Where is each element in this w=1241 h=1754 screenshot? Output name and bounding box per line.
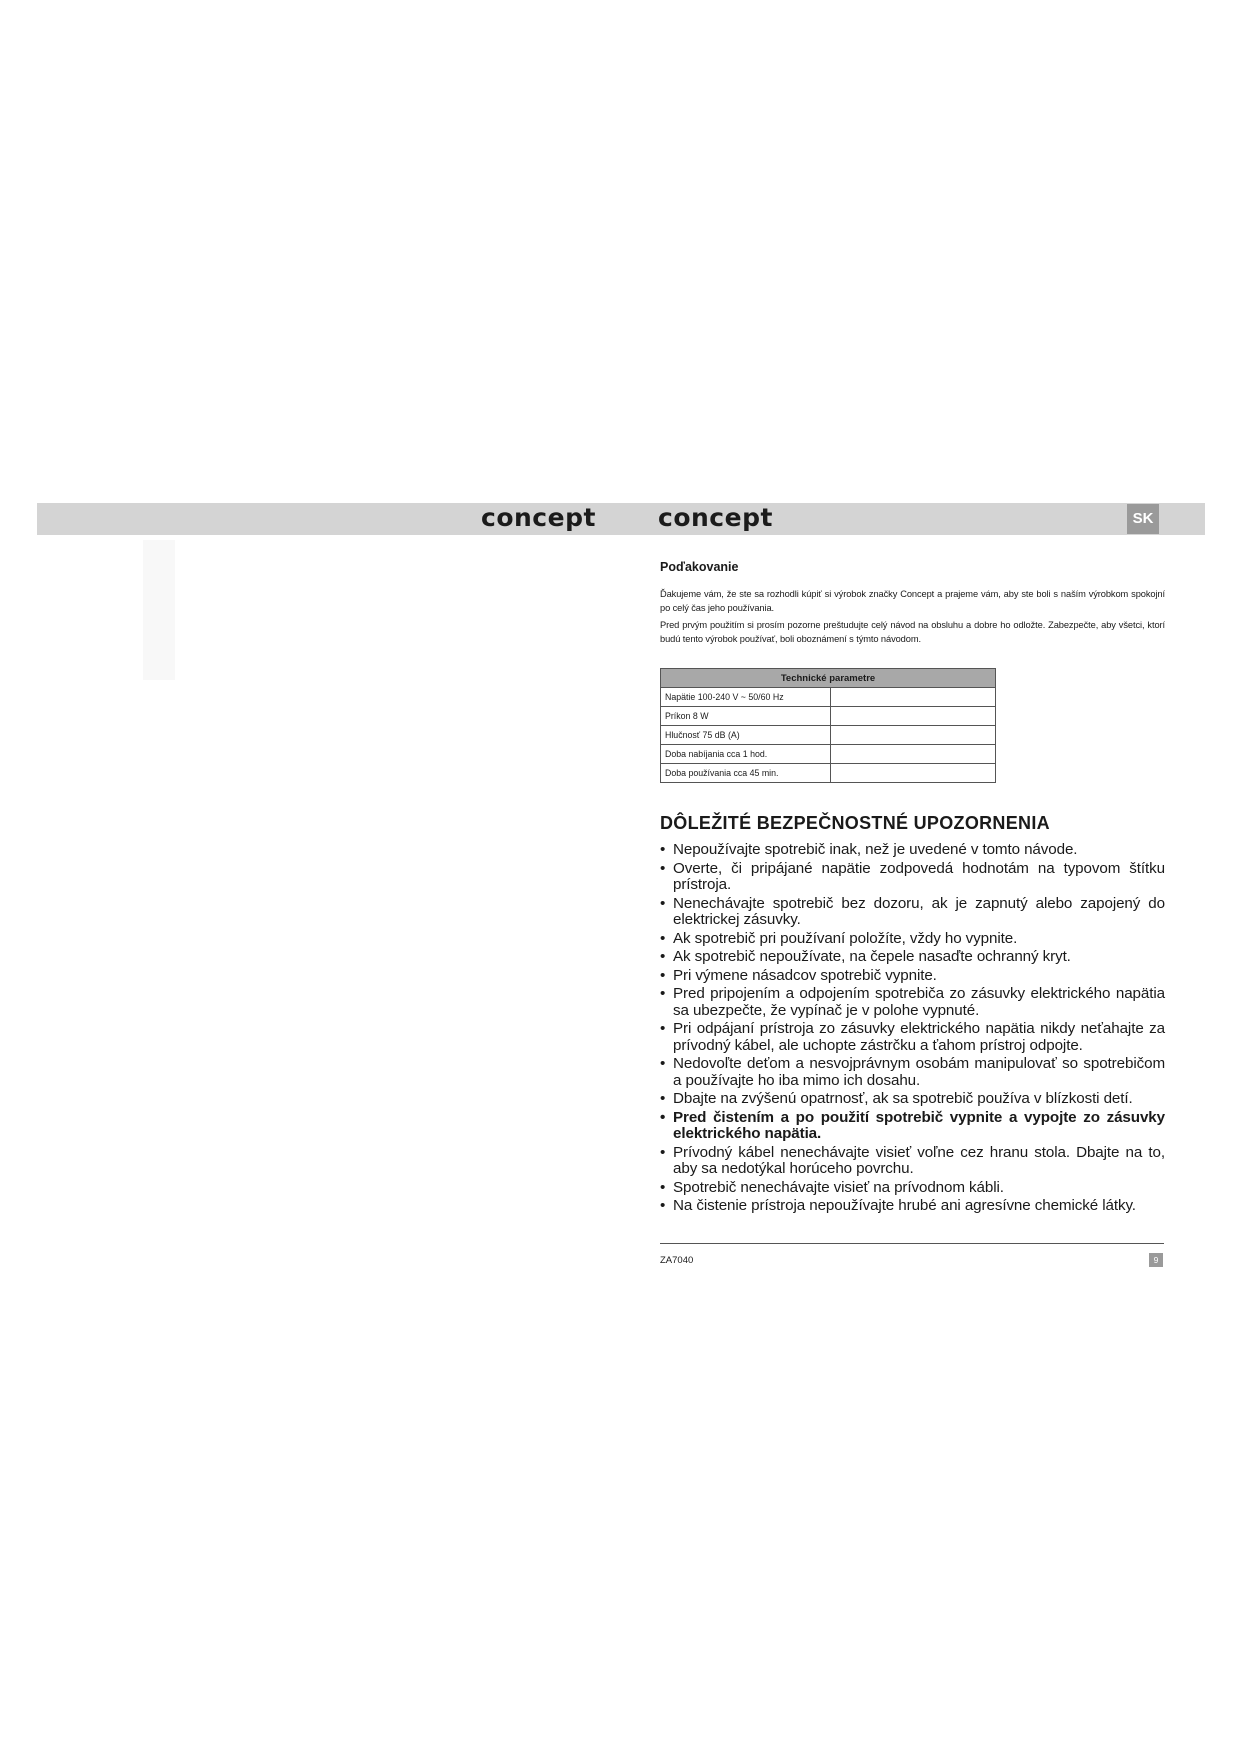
footer-divider	[660, 1243, 1164, 1244]
list-item	[660, 968, 1165, 985]
list-item-text: Pred pripojením a odpojením spotrebiča zo zásuvky elektrického napätia sa ubezpečte, že vypínač je v polohe vypnuté.	[673, 985, 1165, 1019]
bullet-icon: •	[660, 841, 666, 858]
list-item-text: Ak spotrebič pri používaní položíte, vždy ho vypnite.	[673, 929, 1018, 947]
bullet-icon: •	[660, 1108, 666, 1126]
bullet-icon: •	[660, 1090, 666, 1107]
table-cell: Napätie 100-240 V ~ 50/60 Hz	[661, 688, 831, 707]
bullet-icon: •	[660, 1178, 666, 1196]
bullet-icon: •	[660, 1055, 666, 1072]
intro-paragraph: Pred prvým použitím si prosím pozorne preštudujte celý návod na obsluhu a dobre ho odložte. Zabezpečte, aby všetci, ktorí budú tento výrobok používať, boli oboznámení s týmto návodom.	[660, 620, 1165, 644]
table-cell: Doba nabíjania cca 1 hod.	[661, 745, 831, 764]
page-content	[660, 560, 1165, 1217]
list-item-text: Spotrebič nenechávajte visieť na prívodnom kábli.	[673, 1178, 1004, 1196]
table-cell-empty	[831, 707, 996, 726]
list-item	[660, 861, 1165, 894]
list-item	[660, 1180, 1165, 1197]
list-item	[660, 949, 1165, 966]
table-cell-empty	[831, 726, 996, 745]
table-cell-empty	[831, 688, 996, 707]
table-cell: Hlučnosť 75 dB (A)	[661, 726, 831, 745]
bullet-icon: •	[660, 859, 666, 877]
list-item-text: Nedovoľte deťom a nesvojprávnym osobám manipulovať so spotrebičom a používajte ho iba mimo ich dosahu.	[673, 1055, 1165, 1089]
bullet-icon: •	[660, 966, 666, 984]
table-row	[661, 726, 996, 745]
list-item-text: Na čistenie prístroja nepoužívajte hrubé ani agresívne chemické látky.	[673, 1197, 1136, 1214]
page-number: 9	[1149, 1253, 1163, 1267]
tech-table-title: Technické parametre	[661, 669, 996, 688]
table-cell: Príkon 8 W	[661, 707, 831, 726]
header-band	[37, 503, 1205, 535]
language-badge: SK	[1127, 504, 1159, 534]
bullet-icon: •	[660, 929, 666, 947]
model-number: ZA7040	[660, 1255, 694, 1266]
bullet-icon: •	[660, 1143, 666, 1161]
list-item	[660, 1198, 1165, 1215]
tech-parameters-table	[660, 668, 996, 783]
list-item	[660, 1145, 1165, 1178]
faded-margin-mark	[143, 540, 175, 680]
bullet-icon: •	[660, 985, 666, 1002]
table-row	[661, 688, 996, 707]
brand-logo-right: concept	[658, 503, 773, 532]
table-row	[661, 707, 996, 726]
list-item-text: Nenechávajte spotrebič bez dozoru, ak je zapnutý alebo zapojený do elektrickej zásuvky.	[673, 894, 1165, 928]
list-item	[660, 986, 1165, 1019]
intro-paragraph: Ďakujeme vám, že ste sa rozhodli kúpiť si výrobok značky Concept a prajeme vám, aby ste boli s naším výrobkom spokojní po celý čas jeho používania.	[660, 589, 1165, 613]
list-item	[660, 1110, 1165, 1143]
table-cell-empty	[831, 764, 996, 783]
bullet-icon: •	[660, 948, 666, 965]
list-item-text: Prívodný kábel nenechávajte visieť voľne cez hranu stola. Dbajte na to, aby sa nedotýkal horúceho povrchu.	[673, 1143, 1165, 1177]
thanks-heading: Poďakovanie	[660, 560, 739, 574]
list-item-text: Nepoužívajte spotrebič inak, než je uvedené v tomto návode.	[673, 841, 1078, 858]
list-item-text: Ak spotrebič nepoužívate, na čepele nasaďte ochranný kryt.	[673, 948, 1071, 965]
brand-logo-left: concept	[481, 503, 596, 532]
list-item-text: Pred čistením a po použití spotrebič vypnite a vypojte zo zásuvky elektrického napätia.	[673, 1108, 1165, 1142]
list-item-text: Dbajte na zvýšenú opatrnosť, ak sa spotrebič používa v blízkosti detí.	[673, 1090, 1133, 1107]
table-row	[661, 745, 996, 764]
bullet-icon: •	[660, 894, 666, 912]
table-cell: Doba používania cca 45 min.	[661, 764, 831, 783]
list-item-text: Pri výmene násadcov spotrebič vypnite.	[673, 966, 937, 984]
list-item	[660, 1056, 1165, 1089]
bullet-icon: •	[660, 1020, 666, 1037]
safety-heading: DÔLEŽITÉ BEZPEČNOSTNÉ UPOZORNENIA	[660, 813, 1050, 833]
table-row	[661, 764, 996, 783]
list-item	[660, 931, 1165, 948]
list-item	[660, 896, 1165, 929]
table-cell-empty	[831, 745, 996, 764]
list-item	[660, 1091, 1165, 1108]
list-item-text: Overte, či pripájané napätie zodpovedá hodnotám na typovom štítku prístroja.	[673, 859, 1165, 893]
list-item-text: Pri odpájaní prístroja zo zásuvky elektrického napätia nikdy neťahajte za prívodný kábel, ale uchopte zástrčku a ťahom prístroj odpojte.	[673, 1020, 1165, 1054]
list-item	[660, 1021, 1165, 1054]
list-item	[660, 842, 1165, 859]
bullet-icon: •	[660, 1197, 666, 1214]
safety-list	[660, 842, 1165, 1215]
